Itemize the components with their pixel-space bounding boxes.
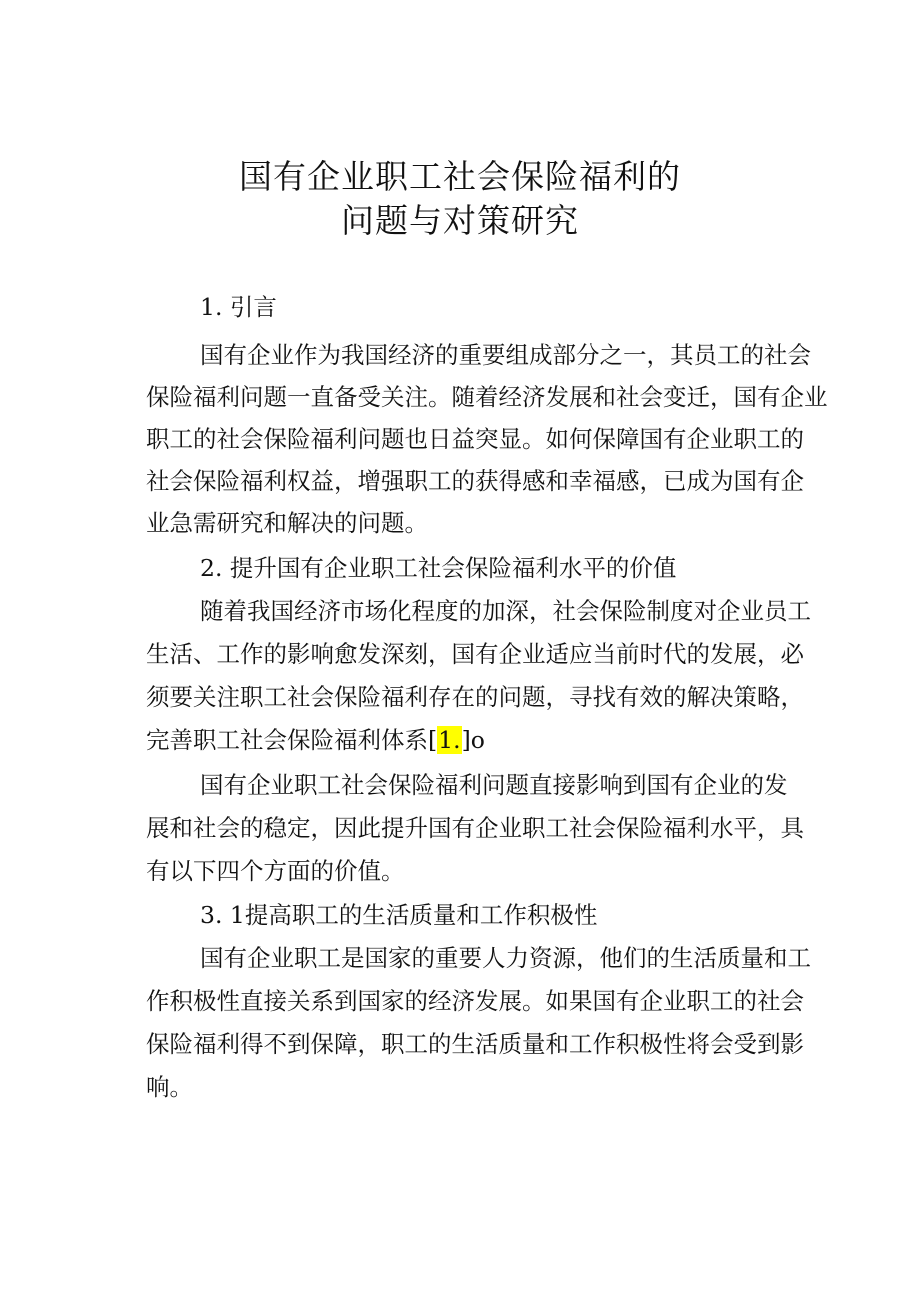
paragraph-line: 生活、工作的影响愈发深刻，国有企业适应当前时代的发展，必 xyxy=(146,640,804,668)
paragraph-line: 国有企业作为我国经济的重要组成部分之一，其员工的社会 xyxy=(200,341,811,369)
paragraph-line: 有以下四个方面的价值。 xyxy=(146,857,405,885)
citation-number[interactable]: 1. xyxy=(438,726,461,754)
paragraph-text: 完善职工社会保险福利体系 xyxy=(146,726,428,754)
citation-close-bracket: ]o xyxy=(461,726,485,754)
paragraph-line: 业急需研究和解决的问题。 xyxy=(146,509,428,537)
paragraph-line: 保险福利问题一直备受关注。随着经济发展和社会变迁，国有企业 xyxy=(146,383,828,411)
paragraph-line: 国有企业职工社会保险福利问题直接影响到国有企业的发 xyxy=(200,771,788,799)
section-3-1-heading: 3. 1提高职工的生活质量和工作积极性 xyxy=(200,901,598,929)
paragraph-line: 社会保险福利权益，增强职工的获得感和幸福感，已成为国有企 xyxy=(146,467,804,495)
section-2-heading: 2. 提升国有企业职工社会保险福利水平的价值 xyxy=(200,554,677,582)
paragraph-line: 保险福利得不到保障，职工的生活质量和工作积极性将会受到影 xyxy=(146,1030,804,1058)
paragraph-line: 须要关注职工社会保险福利存在的问题，寻找有效的解决策略， xyxy=(146,683,804,711)
citation-open-bracket: [ xyxy=(428,726,438,754)
document-title-line-2: 问题与对策研究 xyxy=(341,201,579,240)
document-title-line-1: 国有企业职工社会保险福利的 xyxy=(239,157,681,196)
paragraph-line: 职工的社会保险福利问题也日益突显。如何保障国有企业职工的 xyxy=(146,425,804,453)
paragraph-line: 响。 xyxy=(146,1073,193,1101)
paragraph-line: 展和社会的稳定，因此提升国有企业职工社会保险福利水平，具 xyxy=(146,814,804,842)
section-1-heading: 1. 引言 xyxy=(200,293,277,321)
paragraph-line: 国有企业职工是国家的重要人力资源，他们的生活质量和工 xyxy=(200,944,811,972)
paragraph-line: 随着我国经济市场化程度的加深，社会保险制度对企业员工 xyxy=(200,597,811,625)
paragraph-line: 作积极性直接关系到国家的经济发展。如果国有企业职工的社会 xyxy=(146,987,804,1015)
paragraph-line-with-citation xyxy=(146,725,485,755)
